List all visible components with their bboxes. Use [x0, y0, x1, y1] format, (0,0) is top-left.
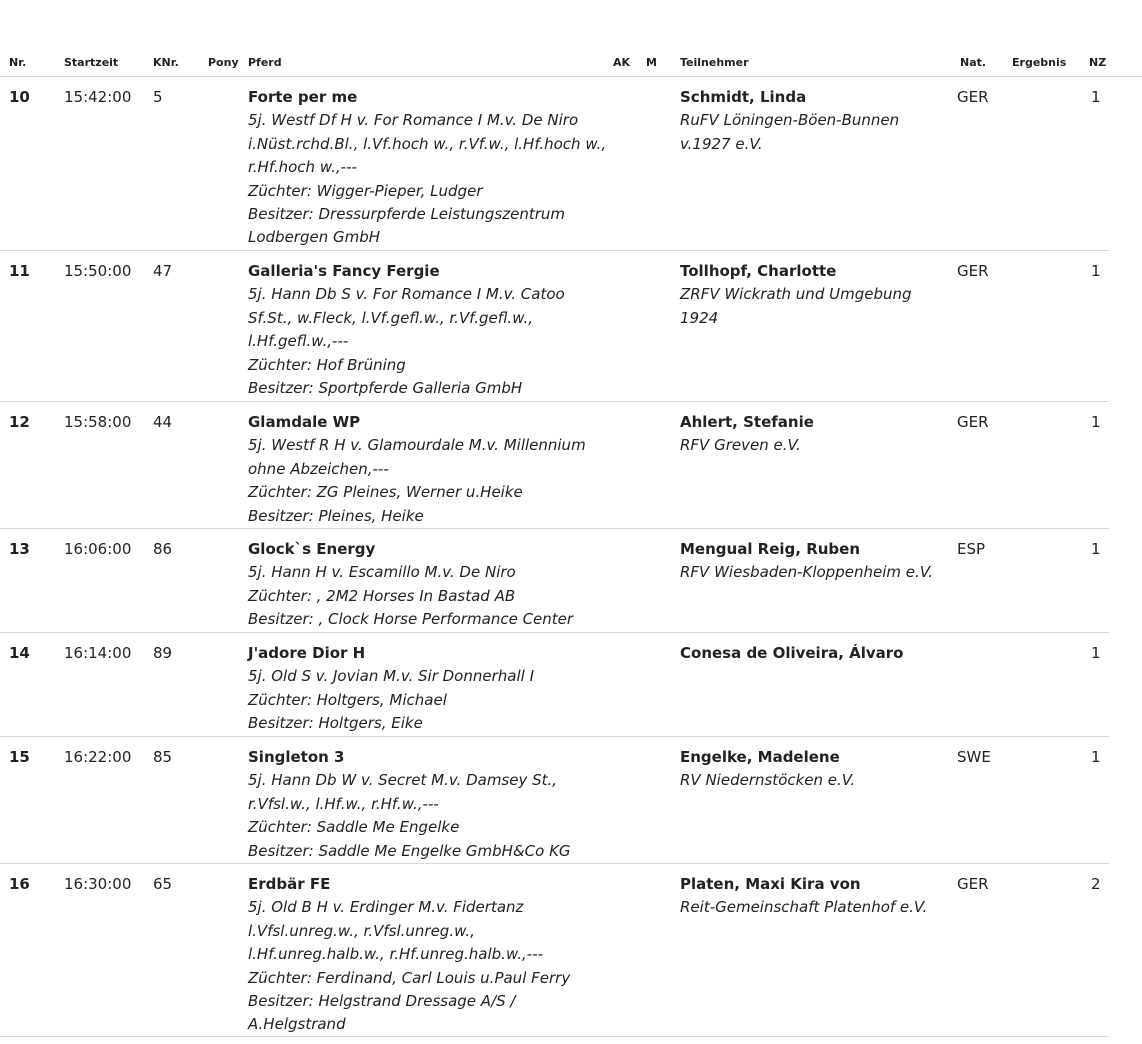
table-row — [0, 251, 1109, 402]
head-number: 44 — [153, 413, 173, 431]
horse-owner: Besitzer: Helgstrand Dressage A/S / A.Helgstrand — [248, 992, 516, 1034]
horse-name: Glock`s Energy — [248, 540, 376, 558]
horse-description: 5j. Hann Db S v. For Romance I M.v. Catoo Sf.St., w.Fleck, l.Vf.gefl.w., r.Vf.gefl.w., l.Hf.gefl.w.,--- — [248, 285, 565, 351]
table-row — [0, 737, 1109, 864]
horse-owner: Besitzer: Saddle Me Engelke GmbH&Co KG — [248, 841, 571, 860]
horse-breeder: Züchter: Holtgers, Michael — [248, 690, 447, 709]
horse-info — [248, 260, 608, 400]
head-number: 85 — [153, 748, 173, 766]
horse-info — [248, 746, 608, 863]
start-time: 15:58:00 — [64, 413, 132, 431]
rider-club: ZRFV Wickrath und Umgebung 1924 — [680, 285, 912, 327]
column-header-pony: Pony — [208, 56, 239, 69]
rider-club: RFV Greven e.V. — [680, 436, 801, 455]
horse-owner: Besitzer: , Clock Horse Performance Center — [248, 610, 574, 629]
start-number: 15 — [9, 748, 30, 766]
start-number: 13 — [9, 540, 30, 558]
table-row — [0, 77, 1109, 251]
nz-value: 1 — [1091, 262, 1101, 280]
horse-owner: Besitzer: Dressurpferde Leistungszentrum Lodbergen GmbH — [248, 205, 566, 247]
horse-info — [248, 538, 608, 632]
rider-info — [680, 746, 950, 793]
horse-description: 5j. Old S v. Jovian M.v. Sir Donnerhall I — [248, 667, 534, 686]
horse-info — [248, 873, 608, 1037]
horse-description: 5j. Hann H v. Escamillo M.v. De Niro — [248, 563, 516, 582]
start-number: 12 — [9, 413, 30, 431]
horse-breeder: Züchter: Wigger-Pieper, Ludger — [248, 181, 483, 200]
column-header-teilnehmer: Teilnehmer — [680, 56, 749, 69]
horse-owner: Besitzer: Sportpferde Galleria GmbH — [248, 379, 523, 398]
horse-name: Galleria's Fancy Fergie — [248, 262, 440, 280]
rider-club: RuFV Löningen-Böen-Bunnen v.1927 e.V. — [680, 111, 900, 153]
column-header-ergebnis: Ergebnis — [1012, 56, 1067, 69]
column-header-startzeit: Startzeit — [64, 56, 119, 69]
horse-breeder: Züchter: Ferdinand, Carl Louis u.Paul Ferry — [248, 968, 571, 987]
horse-name: Glamdale WP — [248, 413, 361, 431]
rider-club: RFV Wiesbaden-Kloppenheim e.V. — [680, 563, 934, 582]
rider-info — [680, 873, 950, 920]
rider-name: Platen, Maxi Kira von — [680, 875, 861, 893]
start-number: 16 — [9, 875, 30, 893]
nz-value: 1 — [1091, 540, 1101, 558]
horse-breeder: Züchter: , 2M2 Horses In Bastad AB — [248, 586, 516, 605]
nationality: GER — [957, 88, 989, 106]
horse-description: 5j. Westf R H v. Glamourdale M.v. Millennium ohne Abzeichen,--- — [248, 436, 586, 478]
nationality: ESP — [957, 540, 986, 558]
rider-name: Engelke, Madelene — [680, 748, 840, 766]
horse-name: Erdbär FE — [248, 875, 331, 893]
nationality: GER — [957, 413, 989, 431]
horse-owner: Besitzer: Holtgers, Eike — [248, 714, 423, 733]
start-number: 10 — [9, 88, 30, 106]
column-header-pferd: Pferd — [248, 56, 282, 69]
nz-value: 1 — [1091, 748, 1101, 766]
nz-value: 2 — [1091, 875, 1101, 893]
rider-name: Ahlert, Stefanie — [680, 413, 814, 431]
rider-club: Reit-Gemeinschaft Platenhof e.V. — [680, 898, 928, 917]
horse-name: Forte per me — [248, 88, 358, 106]
column-header-nr: Nr. — [9, 56, 27, 69]
horse-description: 5j. Old B H v. Erdinger M.v. Fidertanz l.Vfsl.unreg.w., r.Vfsl.unreg.w., l.Hf.unreg.halb.w., r.Hf.unreg.halb.w.,--- — [248, 898, 544, 964]
horse-info — [248, 411, 608, 528]
column-header-m: M — [646, 56, 657, 69]
horse-name: J'adore Dior H — [248, 644, 366, 662]
start-number: 11 — [9, 262, 30, 280]
rider-name: Tollhopf, Charlotte — [680, 262, 837, 280]
horse-info — [248, 642, 608, 736]
nz-value: 1 — [1091, 413, 1101, 431]
rider-info — [680, 260, 950, 330]
column-header-knr: KNr. — [153, 56, 179, 69]
horse-name: Singleton 3 — [248, 748, 345, 766]
horse-info — [248, 86, 608, 250]
start-time: 16:14:00 — [64, 644, 132, 662]
start-number: 14 — [9, 644, 30, 662]
start-time: 15:50:00 — [64, 262, 132, 280]
rider-name: Mengual Reig, Ruben — [680, 540, 861, 558]
head-number: 89 — [153, 644, 173, 662]
rider-info — [680, 86, 950, 156]
nationality: GER — [957, 262, 989, 280]
table-row — [0, 864, 1109, 1037]
column-header-nz: NZ — [1089, 56, 1107, 69]
head-number: 5 — [153, 88, 163, 106]
horse-breeder: Züchter: ZG Pleines, Werner u.Heike — [248, 483, 523, 502]
rider-info — [680, 411, 950, 458]
horse-description: 5j. Westf Df H v. For Romance I M.v. De Niro i.Nüst.rchd.Bl., l.Vf.hoch w., r.Vf.w., l.Hf.hoch w., r.Hf.hoch w.,--- — [248, 111, 607, 177]
head-number: 47 — [153, 262, 173, 280]
nationality: SWE — [957, 748, 991, 766]
start-time: 16:22:00 — [64, 748, 132, 766]
horse-description: 5j. Hann Db W v. Secret M.v. Damsey St., r.Vfsl.w., l.Hf.w., r.Hf.w.,--- — [248, 771, 558, 813]
rider-info — [680, 642, 950, 665]
column-header-nat: Nat. — [960, 56, 987, 69]
rider-name: Schmidt, Linda — [680, 88, 807, 106]
table-row — [0, 529, 1109, 633]
table-row — [0, 633, 1109, 737]
head-number: 65 — [153, 875, 173, 893]
start-time: 15:42:00 — [64, 88, 132, 106]
rider-club: RV Niedernstöcken e.V. — [680, 771, 856, 790]
rider-info — [680, 538, 950, 585]
nz-value: 1 — [1091, 644, 1101, 662]
start-time: 16:06:00 — [64, 540, 132, 558]
nz-value: 1 — [1091, 88, 1101, 106]
table-row — [0, 402, 1109, 529]
start-time: 16:30:00 — [64, 875, 132, 893]
column-header-ak: AK — [613, 56, 631, 69]
horse-owner: Besitzer: Pleines, Heike — [248, 506, 424, 525]
horse-breeder: Züchter: Hof Brüning — [248, 355, 406, 374]
nationality: GER — [957, 875, 989, 893]
table-header — [0, 56, 1142, 77]
horse-breeder: Züchter: Saddle Me Engelke — [248, 818, 460, 837]
rider-name: Conesa de Oliveira, Álvaro — [680, 644, 904, 662]
head-number: 86 — [153, 540, 173, 558]
